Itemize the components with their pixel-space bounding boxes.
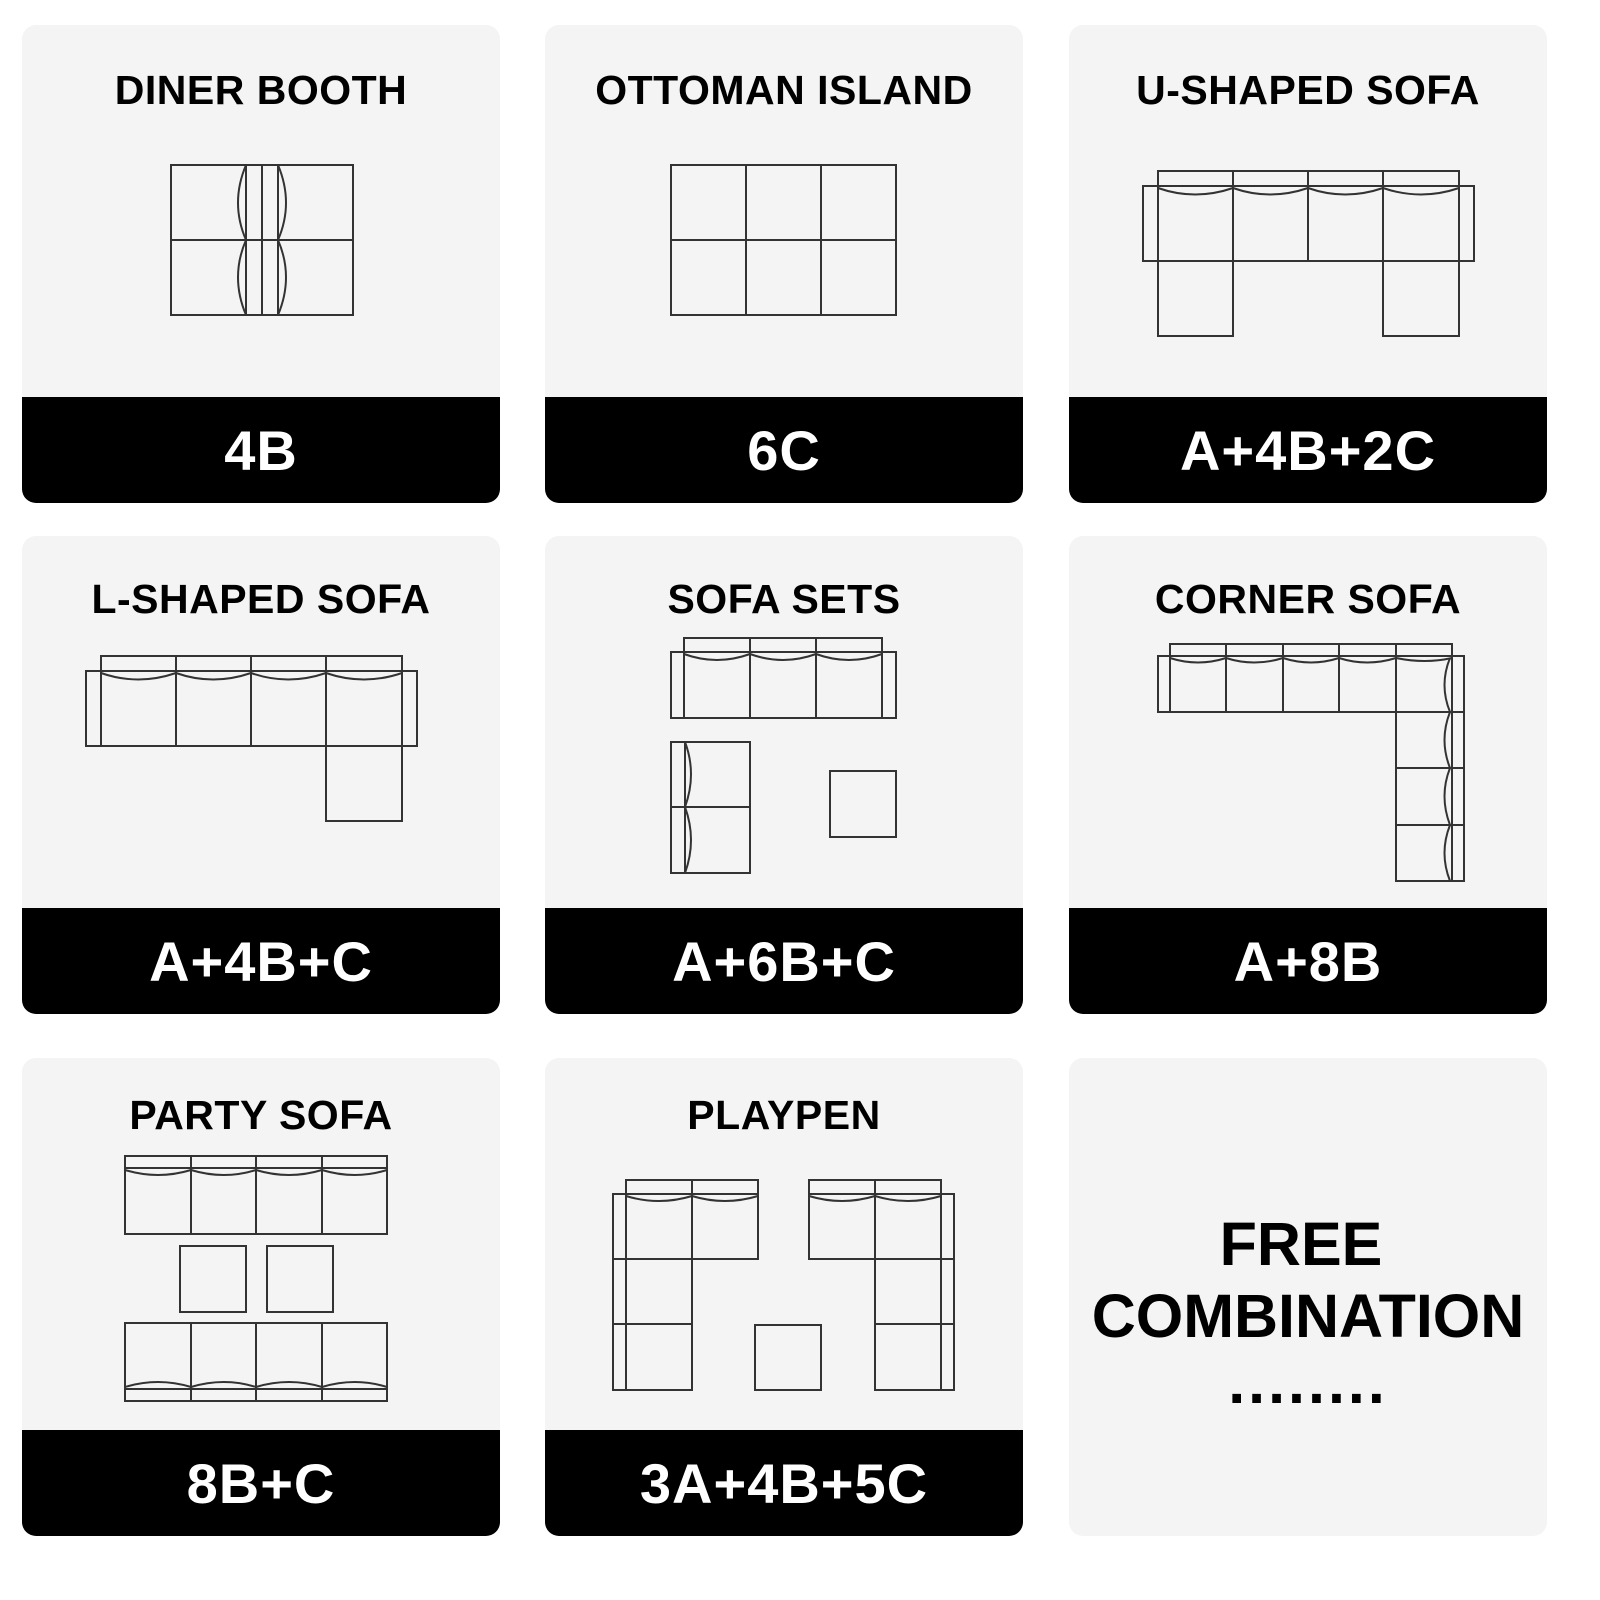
- card-playpen: [545, 1058, 1023, 1536]
- card-footer: [545, 908, 1023, 1014]
- combination-code: 3A+4B+5C: [639, 1451, 929, 1515]
- card-footer: [545, 397, 1023, 503]
- combination-code: 6C: [747, 418, 821, 482]
- card-footer: [1069, 397, 1547, 503]
- card-footer: [545, 1430, 1023, 1536]
- card-footer: [22, 908, 500, 1014]
- card-u-shaped-sofa: [1069, 25, 1547, 503]
- diner-booth-diagram: [22, 25, 500, 405]
- combination-code: 4B: [224, 418, 298, 482]
- card-title: PLAYPEN: [687, 1092, 881, 1138]
- card-title: CORNER SOFA: [1154, 576, 1462, 622]
- free-line-2: COMBINATION: [1091, 1282, 1525, 1350]
- combination-code: A+6B+C: [672, 929, 896, 993]
- combination-code: A+8B: [1233, 929, 1383, 993]
- ottoman-island-diagram: [545, 25, 1023, 405]
- u-shaped-sofa-diagram: [1069, 25, 1547, 405]
- free-line-1: FREE: [1219, 1210, 1383, 1278]
- card-title: OTTOMAN ISLAND: [595, 67, 973, 113]
- card-free-combination: [1069, 1058, 1547, 1536]
- corner-sofa-diagram: [1069, 536, 1547, 916]
- card-diner-booth: [22, 25, 500, 503]
- free-combination-text: [1069, 1208, 1547, 1416]
- card-title: DINER BOOTH: [114, 67, 408, 113]
- card-l-shaped-sofa: [22, 536, 500, 1014]
- card-title: L-SHAPED SOFA: [91, 576, 431, 622]
- card-sofa-sets: [545, 536, 1023, 1014]
- combination-code: 8B+C: [186, 1451, 336, 1515]
- l-shaped-sofa-diagram: [22, 536, 500, 916]
- sofa-sets-diagram: [545, 536, 1023, 916]
- card-title: SOFA SETS: [667, 576, 901, 622]
- free-dots: ........: [1228, 1348, 1388, 1416]
- card-corner-sofa: [1069, 536, 1547, 1014]
- card-party-sofa: [22, 1058, 500, 1536]
- combination-code: A+4B+C: [149, 929, 373, 993]
- party-sofa-diagram: [22, 1058, 500, 1438]
- card-footer: [1069, 908, 1547, 1014]
- card-footer: [22, 397, 500, 503]
- combination-code: A+4B+2C: [1179, 418, 1437, 482]
- playpen-diagram: [545, 1058, 1023, 1438]
- card-title: PARTY SOFA: [129, 1092, 393, 1138]
- card-ottoman-island: [545, 25, 1023, 503]
- card-title: U-SHAPED SOFA: [1136, 67, 1480, 113]
- card-footer: [22, 1430, 500, 1536]
